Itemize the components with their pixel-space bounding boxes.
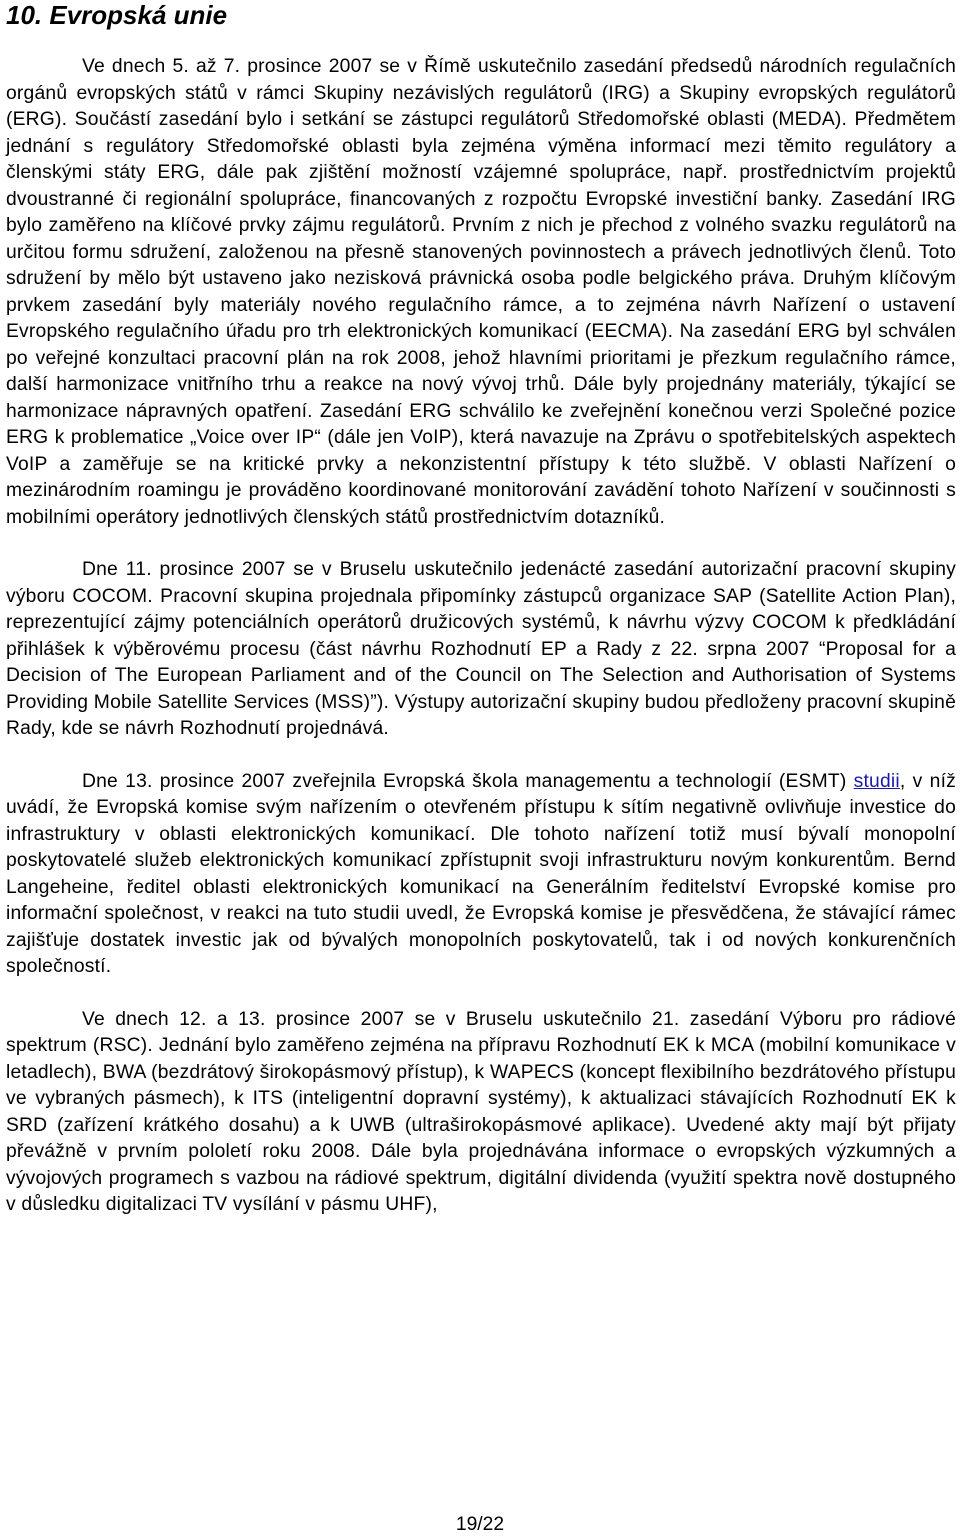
section-heading: 10. Evropská unie (6, 0, 228, 30)
paragraph-rsc-meeting: Ve dnech 12. a 13. prosince 2007 se v Bruselu uskutečnilo 21. zasedání Výboru pro rádiové spektrum (RSC). Jednání bylo zaměřeno zejména na přípravu Rozhodnutí EK k MCA (mobilní komunikace v letadlech), BWA (bezdrátový širokopásmový přístup), k WAPECS (koncept flexibilního bezdrátového přístupu ve vybraných pásmech), k ITS (inteligentní dopravní systémy), k aktualizaci stávajících Rozhodnutí EK k SRD (zařízení krátkého dosahu) a k UWB (ultraširokopásmové aplikace). Uvedené akty mají být přijaty převážně v prvním pololetí roku 2008. Dále byla projednávána informace o evropských výzkumných a vývojových programech s vazbou na rádiové spektrum, digitální dividenda (využití spektra nově dostupného v důsledku digitalizaci TV vysílání v pásmu UHF), (6, 1008, 956, 1215)
studii-link[interactable]: studii (853, 770, 900, 792)
paragraph-esmt-study (6, 769, 956, 981)
paragraph-esmt-study-rest: , v níž uvádí, že Evropská komise svým nařízením o otevřeném přístupu k sítím negativně ovlivňuje investice do infrastruktury v oblasti elektronických komunikací. Dle tohoto nařízení totiž musí bývalí monopolní poskytovatelé služeb elektronických komunikací zpřístupnit svoji infrastrukturu novým konkurentům. Bernd Langeheine, ředitel oblasti elektronických komunikací na Generálním ředitelství Evropské komise pro informační společnost, v reakci na tuto studii uvedl, že Evropská komise je přesvědčena, že stávající rámec zajišťuje dostatek investic jak od bývalých monopolních poskytovatelů, tak i od nových konkurenčních společností. (6, 770, 956, 977)
page-number: 19/22 (455, 1514, 505, 1535)
document-body (6, 54, 956, 1245)
paragraph-cocom-meeting: Dne 11. prosince 2007 se v Bruselu uskutečnilo jedenácté zasedání autorizační pracovní skupiny výboru COCOM. Pracovní skupina projednala připomínky zástupců organizace SAP (Satellite Action Plan), reprezentující zájmy potenciálních operátorů družicových systémů, k návrhu výzvy COCOM k předkládání přihlášek k výběrovému procesu (část návrhu Rozhodnutí EP a Rady z 22. srpna 2007 “Proposal for a Decision of The European Parliament and of the Council on The Selection and Authorisation of Systems Providing Mobile Satellite Services (MSS)”). Výstupy autorizační skupiny budou předloženy pracovní skupině Rady, kde se návrh Rozhodnutí projednává. (6, 559, 956, 739)
paragraph-irg-erg-meeting: Ve dnech 5. až 7. prosince 2007 se v Římě uskutečnilo zasedání předsedů národních regulačních orgánů evropských států v rámci Skupiny nezávislých regulátorů (IRG) a Skupiny evropských regulátorů (ERG). Součástí zasedání bylo i setkání se zástupci regulátorů Středomořské oblasti (MEDA). Předmětem jednání s regulátory Středomořské oblasti byla zejména výměna informací mezi těmito regulátory a členskými státy ERG, dále pak zjištění možností vzájemné spolupráce, např. prostřednictvím projektů dvoustranné či regionální spolupráce, financovaných z rozpočtu Evropské investiční banky. Zasedání IRG bylo zaměřeno na klíčové prvky zájmu regulátorů. Prvním z nich je přechod z volného svazku regulátorů na určitou formu sdružení, založenou na přesně stanovených povinnostech a právech jednotlivých členů. Toto sdružení by mělo být ustaveno jako nezisková právnická osoba podle belgického práva. Druhým klíčovým prvkem zasedání byly materiály nového regulačního rámce, a to zejména návrh Nařízení o ustavení Evropského regulačního úřadu pro trh elektronických komunikací (EECMA). Na zasedání ERG byl schválen po veřejné konzultaci pracovní plán na rok 2008, jehož hlavními prioritami je přezkum regulačního rámce, další harmonizace vnitřního trhu a reakce na nový vývoj trhů. Dále byly projednány materiály, týkající se harmonizace nápravných opatření. Zasedání ERG schválilo ke zveřejnění konečnou verzi Společné pozice ERG k problematice „Voice over IP“ (dále jen VoIP), která navazuje na Zprávu o spotřebitelských aspektech VoIP a zaměřuje se na kritické prvky a nekonzistentní přístupy k této službě. V oblasti Nařízení o mezinárodním roamingu je prováděno koordinované monitorování zavádění tohoto Nařízení v součinnosti s mobilními operátory jednotlivých členských států prostřednictvím dotazníků. (6, 56, 956, 528)
paragraph-esmt-study-lead: Dne 13. prosince 2007 zveřejnila Evropská škola managementu a technologií (ESMT) (82, 770, 854, 792)
